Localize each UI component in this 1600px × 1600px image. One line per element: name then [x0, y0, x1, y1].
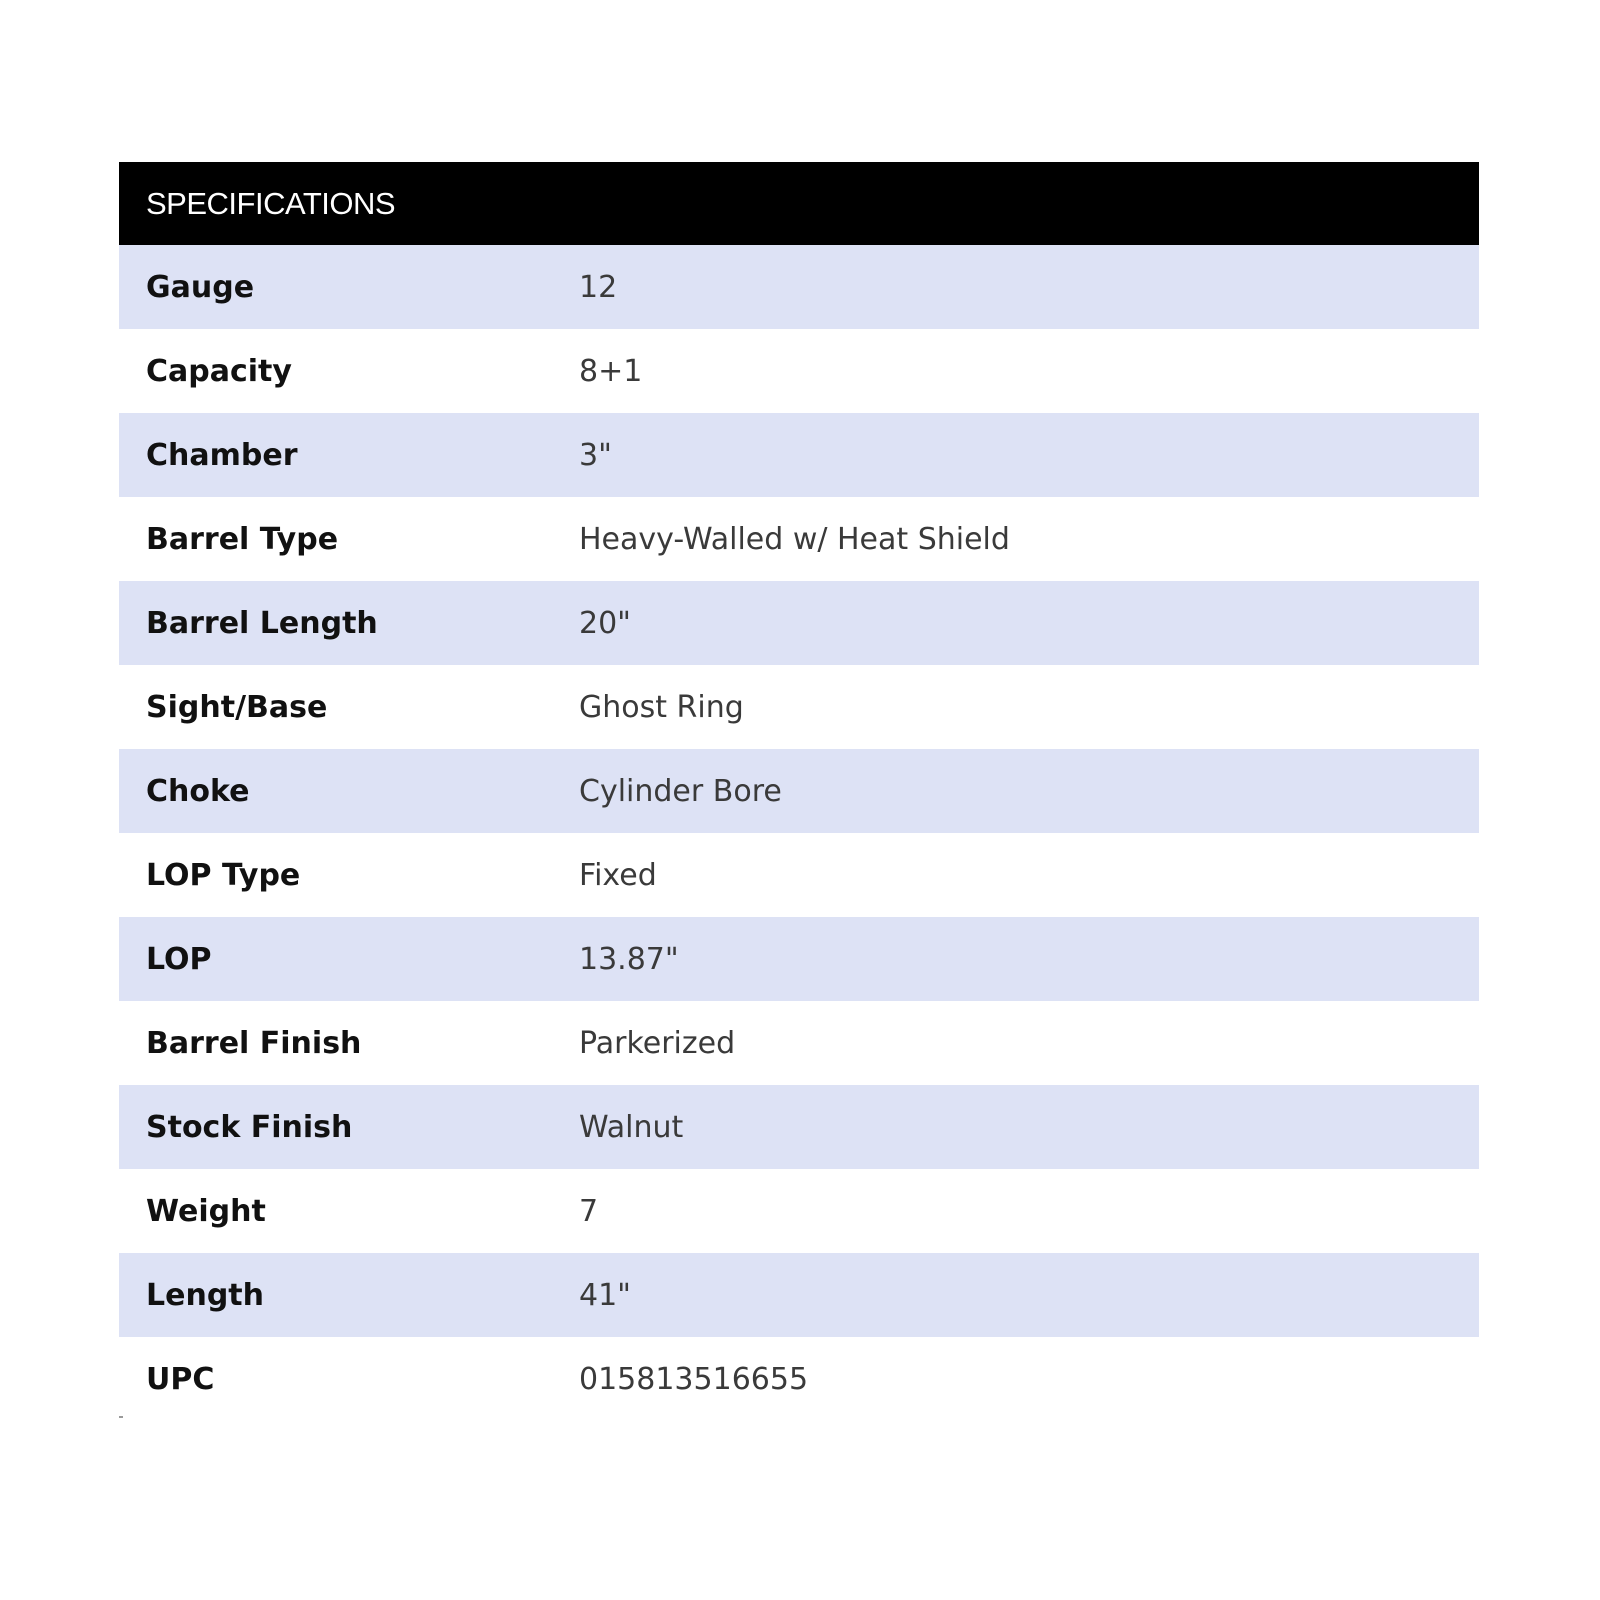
spec-row-capacity: [119, 329, 1479, 413]
specifications-rows: [119, 245, 1479, 1421]
spec-label: Length: [146, 1277, 264, 1313]
spec-label: Choke: [146, 773, 250, 809]
spec-label: LOP Type: [146, 857, 301, 893]
spec-value: 3": [579, 437, 612, 473]
spec-value: 015813516655: [579, 1361, 809, 1397]
spec-value: Walnut: [579, 1109, 684, 1145]
spec-label: Barrel Length: [146, 605, 378, 641]
spec-label: Barrel Type: [146, 521, 339, 557]
spec-value: 20": [579, 605, 631, 641]
spec-value: Parkerized: [579, 1025, 736, 1061]
spec-row-barrel-length: [119, 581, 1479, 665]
spec-value: Cylinder Bore: [579, 773, 782, 809]
spec-row-gauge: [119, 245, 1479, 329]
spec-row-chamber: [119, 413, 1479, 497]
spec-value: 13.87": [579, 941, 679, 977]
spec-value: 7: [579, 1193, 599, 1229]
spec-value: 41": [579, 1277, 631, 1313]
spec-value: 8+1: [579, 353, 643, 389]
spec-row-barrel-type: [119, 497, 1479, 581]
spec-label: Gauge: [146, 269, 255, 305]
spec-value: 12: [579, 269, 618, 305]
spec-label: Weight: [146, 1193, 266, 1229]
spec-row-weight: [119, 1169, 1479, 1253]
spec-row-choke: [119, 749, 1479, 833]
spec-row-stock-finish: [119, 1085, 1479, 1169]
spec-label: Sight/Base: [146, 689, 328, 725]
spec-row-upc: [119, 1337, 1479, 1421]
spec-label: UPC: [146, 1361, 215, 1397]
specifications-title: SPECIFICATIONS: [146, 185, 396, 221]
spec-label: Stock Finish: [146, 1109, 353, 1145]
spec-label: Capacity: [146, 353, 292, 389]
specifications-table: [119, 162, 1479, 1421]
spec-value: Ghost Ring: [579, 689, 744, 725]
spec-label: LOP: [146, 941, 212, 977]
specifications-header: [119, 162, 1479, 245]
spec-value: Fixed: [579, 857, 657, 893]
spec-label: Barrel Finish: [146, 1025, 362, 1061]
spec-value: Heavy-Walled w/ Heat Shield: [579, 521, 1010, 557]
spec-row-lop-type: [119, 833, 1479, 917]
stray-mark: [119, 1416, 123, 1418]
spec-row-length: [119, 1253, 1479, 1337]
spec-row-lop: [119, 917, 1479, 1001]
spec-row-barrel-finish: [119, 1001, 1479, 1085]
spec-label: Chamber: [146, 437, 298, 473]
spec-row-sight-base: [119, 665, 1479, 749]
